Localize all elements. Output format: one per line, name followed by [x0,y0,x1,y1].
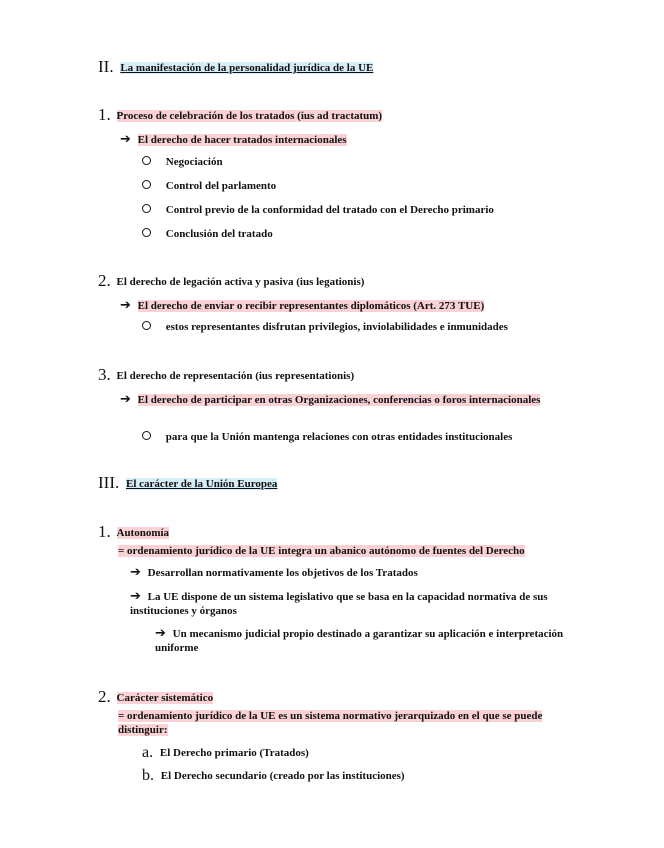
list-item [142,203,494,217]
arrow-point [120,393,560,407]
item-title: Autonomía [116,527,170,539]
arrow-text: El derecho de enviar o recibir representantes diplomáticos (Art. 273 TUE) [137,300,485,312]
item-number: 2. [98,271,111,290]
item-letter: b. [142,767,154,784]
arrow-text: El derecho de participar en otras Organizaciones, conferencias o foros internacionales [137,394,541,406]
arrow-point [130,590,580,618]
list-item [142,179,276,193]
list-item-text: Negociación [165,156,223,168]
circle-bullet-icon [142,180,151,189]
section-heading-ii [98,57,374,76]
lettered-item [142,769,405,783]
item-title: Carácter sistemático [116,692,214,704]
right-arrow-icon: ➔ [120,132,131,147]
item-number: 1. [98,105,111,124]
arrow-point [120,299,484,313]
list-item [142,155,223,169]
list-item-text: para que la Unión mantenga relaciones con otras entidades institucionales [165,431,513,443]
list-item-text: Control previo de la conformidad del tratado con el Derecho primario [165,204,494,216]
right-arrow-icon: ➔ [130,589,141,604]
arrow-point [130,566,418,580]
item-title: El derecho de representación (ius representationis) [116,370,355,382]
sub-arrow-point [155,627,565,655]
circle-bullet-icon [142,228,151,237]
circle-bullet-icon [142,204,151,213]
section-numeral: II. [98,57,114,76]
arrow-text: La UE dispone de un sistema legislativo que se basa en la capacidad normativa de sus instituciones y órganos [130,591,548,617]
section-title: El carácter de la Unión Europea [125,478,278,490]
arrow-text: Desarrollan normativamente los objetivos de los Tratados [147,567,418,579]
list-item-text: estos representantes disfrutan privilegios, inviolabilidades e inmunidades [165,321,508,333]
arrow-text: El derecho de hacer tratados internacionales [137,134,347,146]
lettered-text: El Derecho secundario (creado por las instituciones) [160,770,405,782]
section-numeral: III. [98,473,120,492]
item-heading [98,687,214,706]
right-arrow-icon: ➔ [130,565,141,580]
item-number: 3. [98,365,111,384]
list-item-text: Control del parlamento [165,180,277,192]
section-heading-iii [98,473,278,492]
item-title: El derecho de legación activa y pasiva (ius legationis) [116,276,365,288]
list-item [142,320,508,334]
right-arrow-icon: ➔ [155,626,166,641]
item-heading [98,522,170,541]
item-heading [98,271,365,290]
item-title: Proceso de celebración de los tratados (ius ad tractatum) [116,110,383,122]
circle-bullet-icon [142,156,151,165]
definition-text: = ordenamiento jurídico de la UE integra un abanico autónomo de fuentes del Derecho [118,545,525,557]
definition [118,544,525,558]
list-item-text: Conclusión del tratado [165,228,273,240]
right-arrow-icon: ➔ [120,298,131,313]
item-number: 1. [98,522,111,541]
definition [118,709,588,737]
item-number: 2. [98,687,111,706]
circle-bullet-icon [142,321,151,330]
item-heading [98,105,383,124]
arrow-point [120,133,347,147]
section-title: La manifestación de la personalidad jurídica de la UE [120,62,374,74]
list-item [142,227,273,241]
lettered-text: El Derecho primario (Tratados) [159,747,309,759]
arrow-text: Un mecanismo judicial propio destinado a garantizar su aplicación e interpretación uniforme [155,628,564,654]
list-item [142,430,512,444]
item-letter: a. [142,744,154,761]
definition-text: = ordenamiento jurídico de la UE es un sistema normativo jerarquizado en el que se puede distinguir: [118,710,543,736]
right-arrow-icon: ➔ [120,392,131,407]
circle-bullet-icon [142,431,151,440]
item-heading [98,365,355,384]
lettered-item [142,746,309,760]
